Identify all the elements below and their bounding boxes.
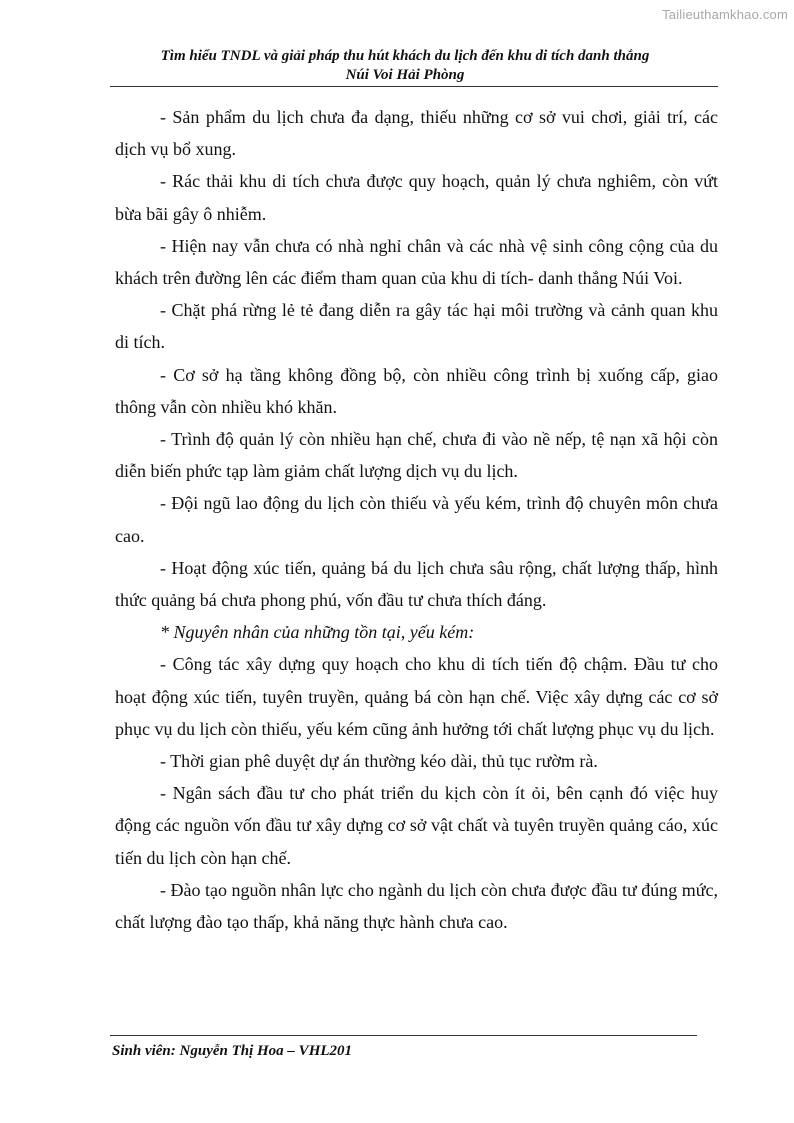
paragraph: - Sản phẩm du lịch chưa đa dạng, thiếu những cơ sở vui chơi, giải trí, các dịch vụ bổ xung.	[115, 107, 718, 160]
footer-divider	[110, 1035, 697, 1036]
paragraph: - Hoạt động xúc tiến, quảng bá du lịch chưa sâu rộng, chất lượng thấp, hình thức quảng bá chưa phong phú, vốn đầu tư chưa thích đáng.	[115, 557, 718, 611]
paragraph: - Công tác xây dựng quy hoạch cho khu di tích tiến độ chậm. Đầu tư cho hoạt động xúc tiến, tuyên truyền, quảng bá còn hạn chế. Việc xây dựng các cơ sở phục vụ du lịch còn thiếu, yếu kém cũng ảnh hưởng tới chất lượng phục vụ du lịch.	[115, 654, 718, 739]
paragraph: - Chặt phá rừng lẻ tẻ đang diễn ra gây tác hại môi trường và cảnh quan khu di tích.	[115, 300, 718, 353]
header-title-line-1: Tìm hiểu TNDL và giải pháp thu hút khách du lịch đến khu di tích danh thắng	[160, 48, 650, 64]
section-heading-causes: * Nguyên nhân của những tồn tại, yếu kém:	[160, 622, 475, 643]
page-header	[112, 47, 698, 85]
document-body	[115, 101, 718, 938]
paragraph: - Rác thải khu di tích chưa được quy hoạch, quản lý chưa nghiêm, còn vứt bừa bãi gây ô nhiễm.	[115, 171, 718, 224]
header-title-line-2: Núi Voi Hải Phòng	[345, 67, 465, 83]
paragraph: - Trình độ quản lý còn nhiều hạn chế, chưa đi vào nề nếp, tệ nạn xã hội còn diễn biến phức tạp làm giảm chất lượng dịch vụ du lịch.	[115, 429, 718, 482]
paragraph: - Hiện nay vẫn chưa có nhà nghỉ chân và các nhà vệ sinh công cộng của du khách trên đường lên các điểm tham quan của khu di tích- danh thắng Núi Voi.	[115, 235, 718, 289]
page-footer: Sinh viên: Nguyễn Thị Hoa – VHL201	[112, 1043, 353, 1059]
paragraph: - Cơ sở hạ tầng không đồng bộ, còn nhiều công trình bị xuống cấp, giao thông vẫn còn nhiều khó khăn.	[115, 364, 718, 417]
paragraph: - Thời gian phê duyệt dự án thường kéo dài, thủ tục rườm rà.	[160, 751, 598, 772]
paragraph: - Ngân sách đầu tư cho phát triển du kịch còn ít ỏi, bên cạnh đó việc huy động các nguồn vốn đầu tư xây dựng cơ sở vật chất và tuyên truyền quảng cáo, xúc tiến du lịch còn hạn chế.	[115, 783, 718, 868]
header-divider	[110, 86, 718, 87]
watermark: Tailieuthamkhao.com	[662, 7, 788, 22]
paragraph: - Đào tạo nguồn nhân lực cho ngành du lịch còn chưa được đầu tư đúng mức, chất lượng đào tạo thấp, khả năng thực hành chưa cao.	[115, 879, 718, 933]
paragraph: - Đội ngũ lao động du lịch còn thiếu và yếu kém, trình độ chuyên môn chưa cao.	[115, 493, 718, 546]
